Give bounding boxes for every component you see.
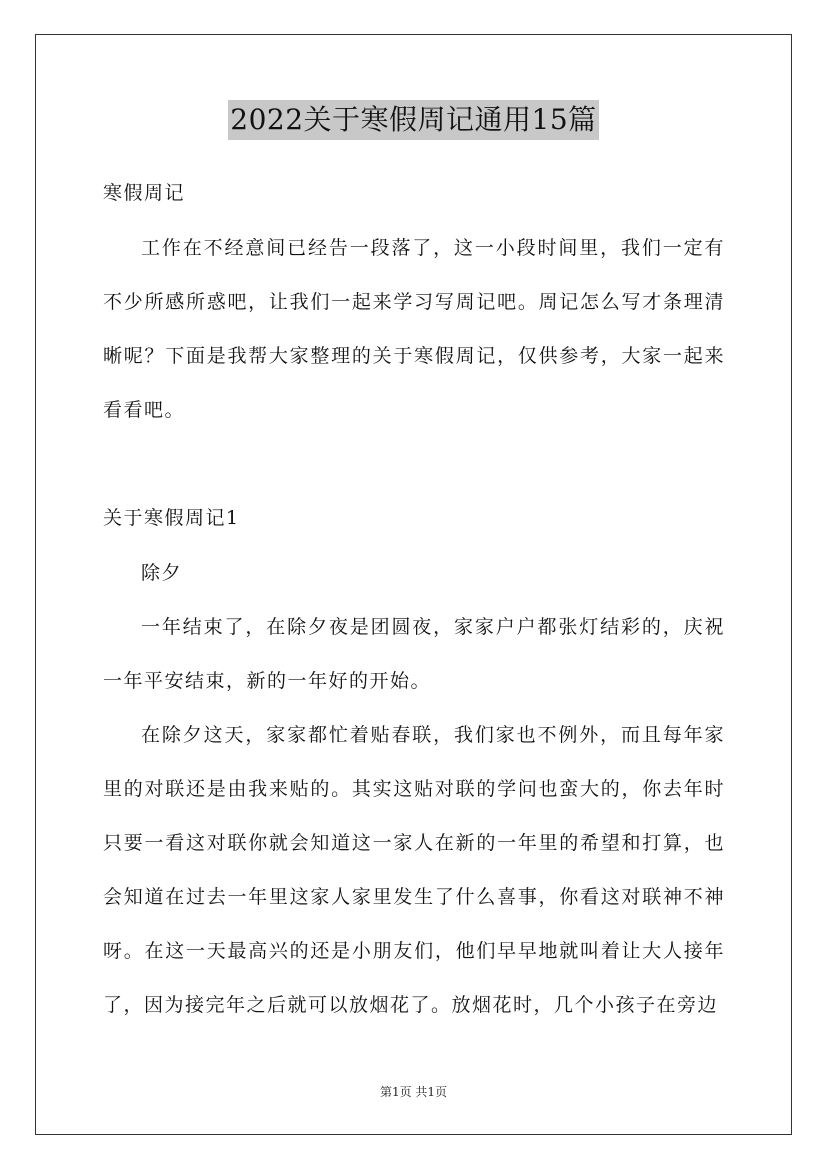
- page-footer: 第1页 共1页: [379, 1085, 448, 1099]
- entry-subtitle: 除夕: [141, 562, 183, 584]
- body-paragraph-2: 在除夕这天，家家都忙着贴春联，我们家也不例外，而且每年家里的对联还是由我来贴的。其实这贴对联的学问也蛮大的，你去年时只要一看这对联你就会知道这一家人在新的一年里的希望和打算，也会知道在过去一年里这家人家里发生了什么喜事，你看这对联神不神呀。在这一天最高兴的还是小朋友们，他们早早地就叫着让大人接年了，因为接完年之后就可以放烟花了。放烟花时，几个小孩子在旁边: [103, 724, 725, 1016]
- intro-paragraph: 工作在不经意间已经告一段落了，这一小段时间里，我们一定有不少所感所惑吧，让我们一起来学习写周记吧。周记怎么写才条理清晰呢？下面是我帮大家整理的关于寒假周记，仅供参考，大家一起来看看吧。: [103, 237, 725, 421]
- document-title: 2022关于寒假周记通用15篇: [228, 100, 598, 140]
- section-label: 寒假周记: [103, 182, 186, 204]
- title-container: [0, 100, 827, 140]
- entry-heading: 关于寒假周记1: [103, 507, 240, 529]
- body-paragraph-1: 一年结束了，在除夕夜是团圆夜，家家户户都张灯结彩的，庆祝一年平安结束，新的一年好的开始。: [103, 616, 725, 692]
